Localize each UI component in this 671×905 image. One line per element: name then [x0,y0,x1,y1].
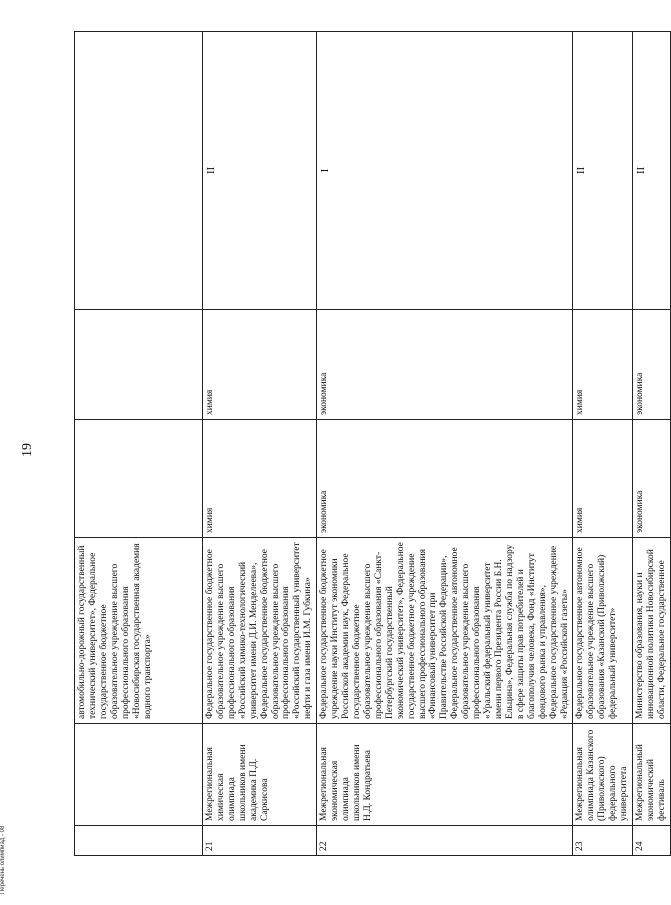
organizers: Федеральное государственное бюджетное учреждение науки Институт экономики Российской академии наук, Федеральное государственное бюджетное образовательное учреждение высшего профессионального образования «Санкт-Петербургский государственный экономический университет», Федеральное государственное бюджетное учреждение высшего профессионального образования «Финансовый университет при Правительстве Российской Федерации», Федеральное государственное автономное образовательное учреждение высшего профессионального образования «Уральский федеральный университет имени первого Президента России Б.Н. Ельцина», Федеральная служба по надзору в сфере защиты прав потребителей и благополучия человека, Фонд «Институт фондового рынка и управления», Федеральное государственное учреждение «Редакция «Российской газеты» [317,538,573,724]
olympiad-name: Межрегиональная экономическая олимпиада школьников имени Н.Д. Кондратьева [317,724,573,826]
table-row [317,32,573,856]
profile: экономика [633,420,671,538]
row-number: 23 [573,826,633,856]
table-row [75,32,203,856]
row-number: 24 [633,826,671,856]
olympiad-table-wrapper [74,32,667,856]
level: II [203,32,317,310]
olympiad-name [75,724,203,826]
level [75,32,203,310]
organizers: Федеральное государственное автономное образовательное учреждение высшего образования «Казанский (Приволжский) федеральный университет» [573,538,633,724]
olympiad-name: Межрегиональный экономический фестиваль [633,724,671,826]
row-number [75,826,203,856]
organizers: Министерство образования, науки и инновационной политики Новосибирской области, Федеральное государственное [633,538,671,724]
row-number: 22 [317,826,573,856]
organizers: автомобильно-дорожный государственный технический университет», Федеральное государственное бюджетное образовательное учреждение высшего профессионального образования «Новосибирская государственная академия водного транспорта» [75,538,203,724]
subject: экономика [317,310,573,420]
subject: химия [203,310,317,420]
profile: экономика [317,420,573,538]
profile: химия [203,420,317,538]
profile: химия [573,420,633,538]
subject [75,310,203,420]
table-row [633,32,671,856]
level: I [317,32,573,310]
subject: химия [573,310,633,420]
level: II [573,32,633,310]
olympiad-name: Межрегиональная олимпиада Казанского (Приволжского) федерального университета [573,724,633,826]
footer-text: Перечень олимпиад - 08 [0,825,6,894]
level: II [633,32,671,310]
row-number: 21 [203,826,317,856]
table-row [573,32,633,856]
organizers: Федеральное государственное бюджетное образовательное учреждение высшего профессионального образования «Российский химико-технологический университет имени Д.И. Менделеева», Федеральное государственное бюджетное образовательное учреждение высшего профессионального образования «Российский государственный университет нефти и газа имени И.М. Губкина» [203,538,317,724]
olympiad-name: Межрегиональная химическая олимпиада школьников имени академика П.Д. Саркисова [203,724,317,826]
olympiad-table [74,31,671,856]
table-row [203,32,317,856]
page-number: 19 [20,443,35,457]
subject: экономика [633,310,671,420]
profile [75,420,203,538]
